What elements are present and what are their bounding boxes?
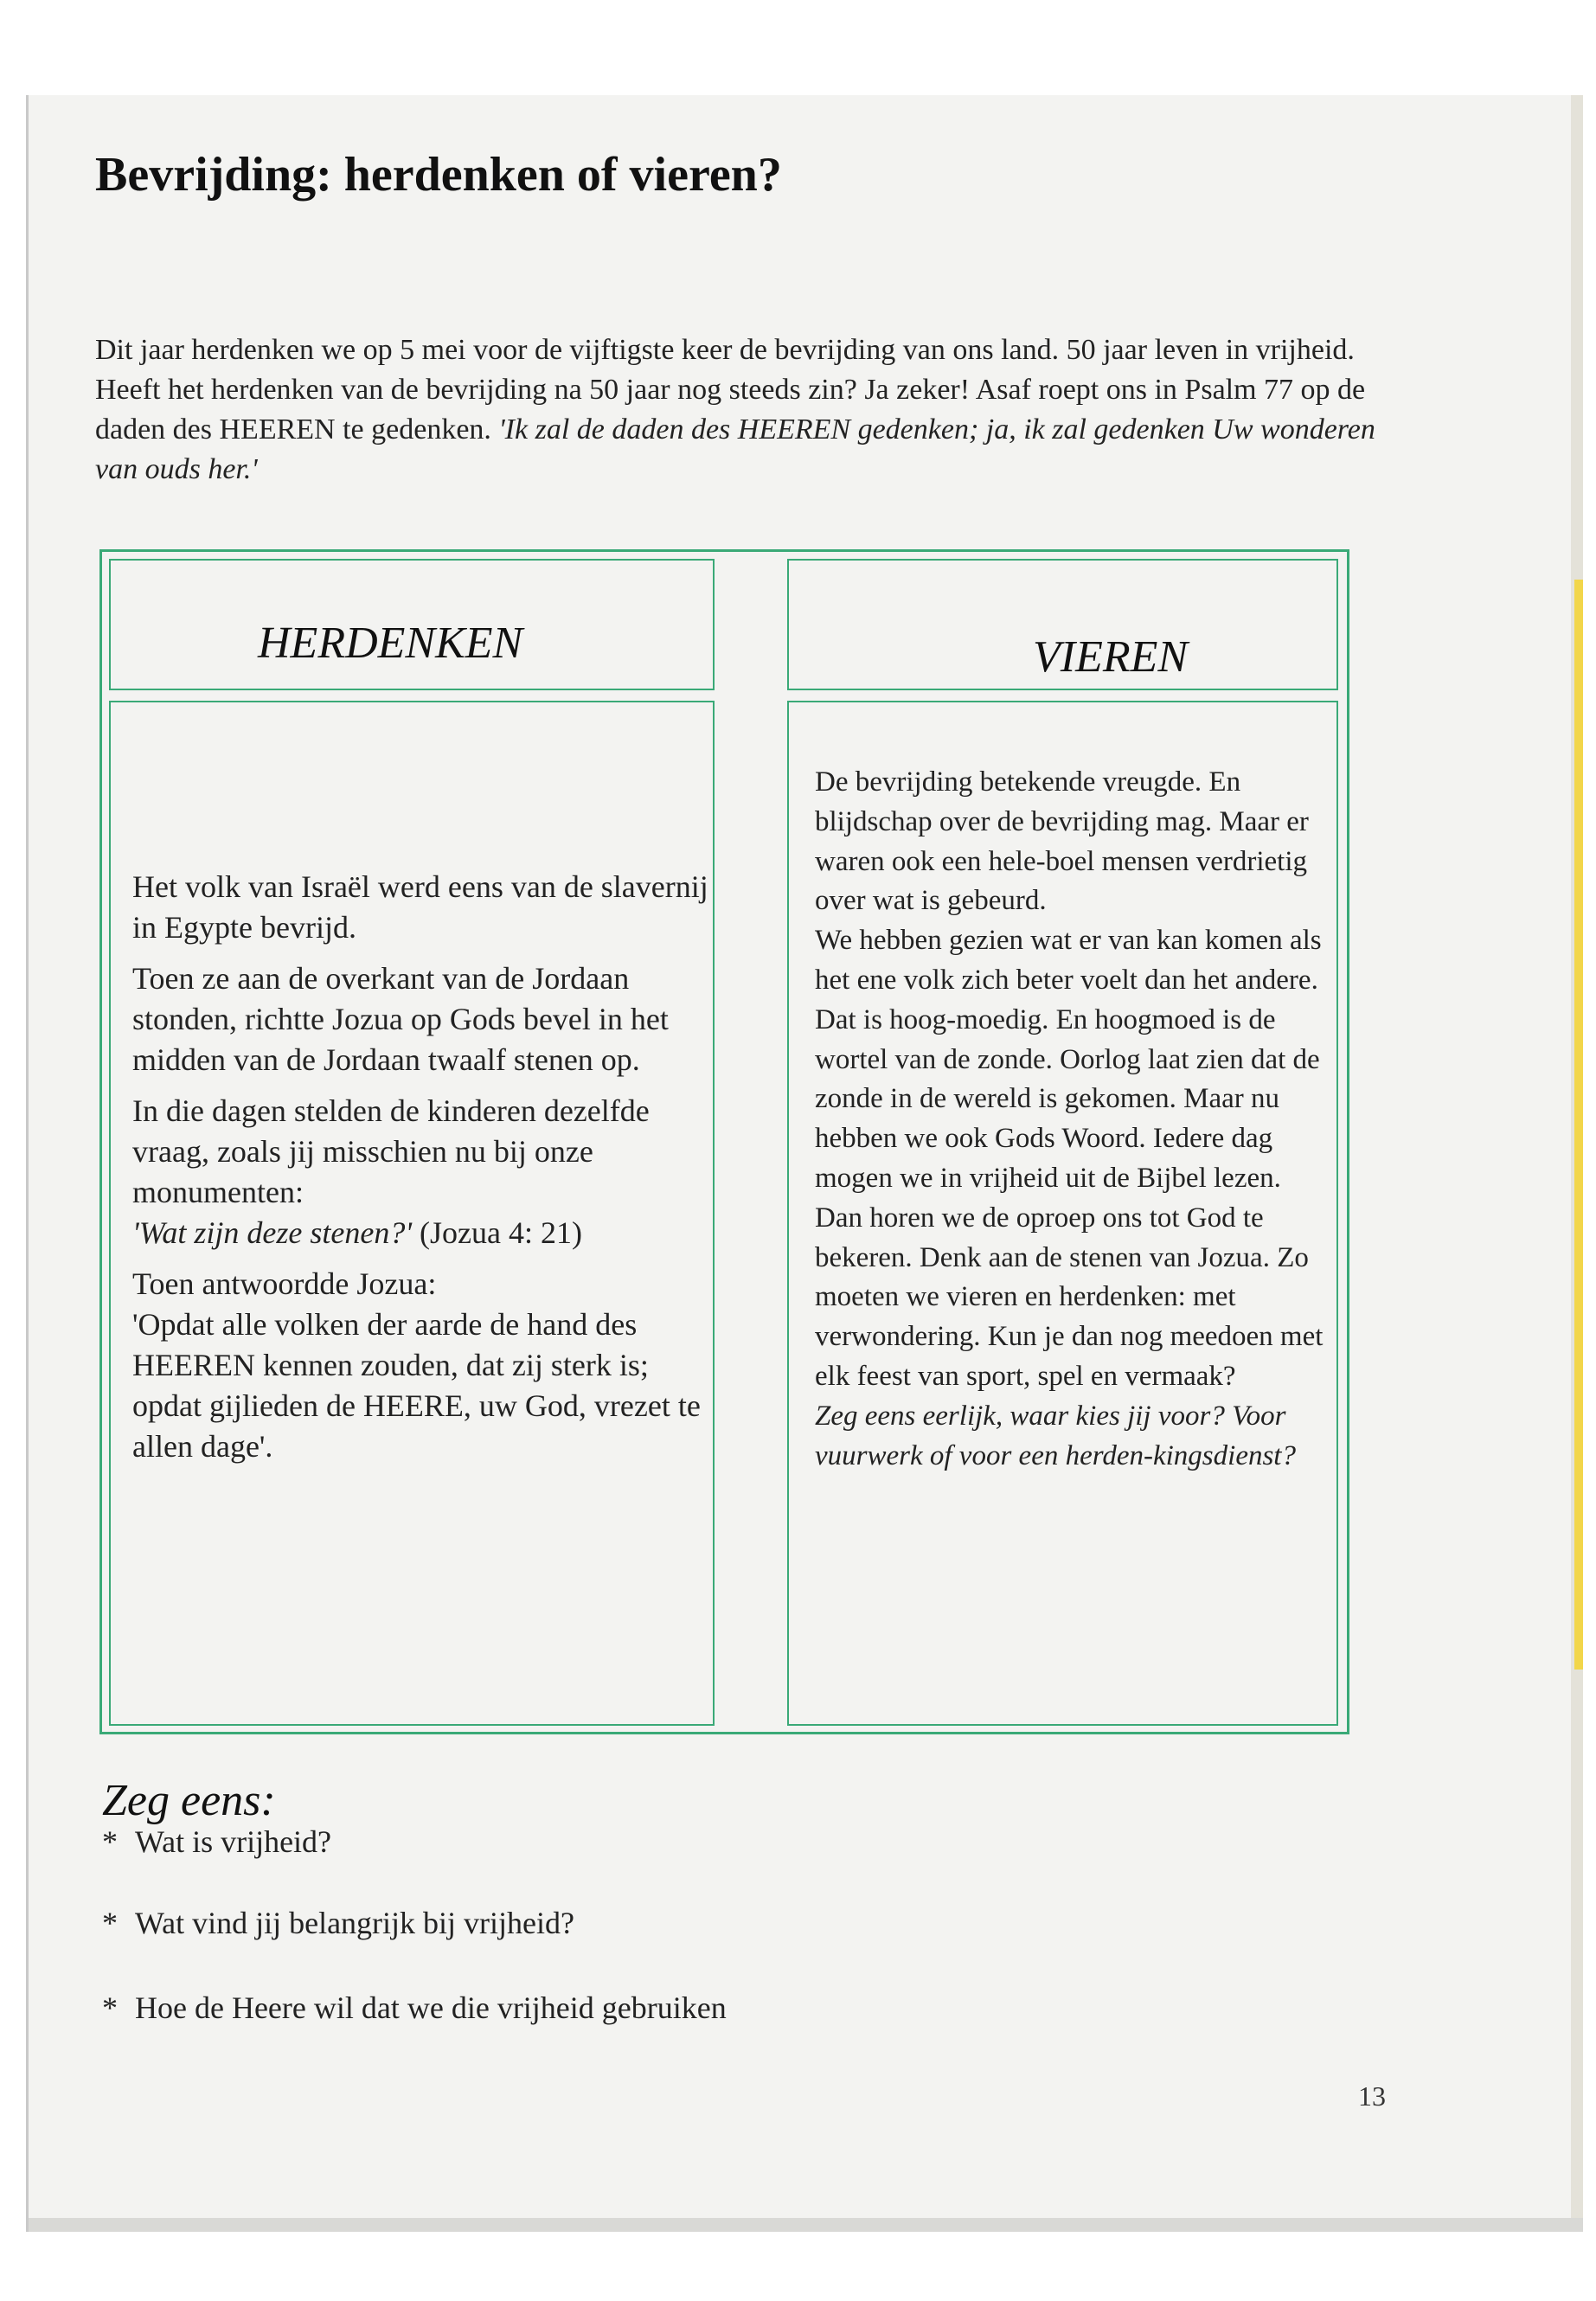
intro-paragraph [95,330,1393,490]
herdenken-answer-quote: 'Opdat alle volken der aarde de hand des HEEREN kennen zouden, dat zij sterk is; opdat gijlieden de HEERE, uw God, vrezet te allen dage'. [132,1307,701,1464]
herdenken-question-ref: (Jozua 4: 21) [412,1215,582,1250]
bullet-star: * [102,1824,118,1859]
comparison-table [99,549,1349,1734]
zeg-eens-question-2 [102,1905,574,1941]
question-text: Wat is vrijheid? [135,1824,332,1859]
zeg-eens-question-3 [102,1990,727,2026]
bullet-star: * [102,1906,118,1940]
header-vieren: VIEREN [1033,632,1189,682]
vieren-paragraph-2: We hebben gezien wat er van kan komen als het ene volk zich beter voelt dan het andere. Dat is hoog-moedig. En hoogmoed is de wortel van de zonde. Oorlog laat zien dat de zonde in de wereld is gekomen. Maar nu hebben we ook Gods Woord. Iedere dag mogen we in vrijheid uit de Bijbel lezen. Dan horen we de oproep ons tot God te bekeren. Denk aan de stenen van Jozua. Zo moeten we vieren en herdenken: met verwondering. Kun je dan nog meedoen met elk feest van sport, spel en vermaak? [815,925,1324,1392]
zeg-eens-question-1 [102,1823,331,1860]
header-cell-herdenken [109,559,715,690]
herdenken-question-text: In die dagen stelden de kinderen dezelfde vraag, zoals jij misschien nu bij onze monumenten: [132,1093,650,1209]
herdenken-text [132,867,712,1477]
yellow-edge-strip [1574,580,1583,1670]
page-number: 13 [1358,2080,1386,2112]
column-vieren [787,701,1338,1726]
vieren-text [815,763,1334,1476]
zeg-eens-title: Zeg eens: [102,1776,276,1825]
page-title: Bevrijding: herdenken of vieren? [95,148,782,202]
question-text: Hoe de Heere wil dat we die vrijheid gebruiken [135,1990,727,2025]
herdenken-question-quote: 'Wat zijn deze stenen?' [132,1215,413,1250]
intro-text: Dit jaar herdenken we op 5 mei voor de vijftigste keer de bevrijding van ons land. 50 jaar leven in vrijheid. Heeft het herdenken van de bevrijding na 50 jaar nog steeds zin? Ja zeker! Asaf roept ons in Psalm 77 op de daden des HEEREN te gedenken. [95,334,1366,445]
herdenken-paragraph-3 [132,1091,712,1253]
herdenken-paragraph-2: Toen ze aan de overkant van de Jordaan stonden, richtte Jozua op Gods bevel in het midden van de Jordaan twaalf stenen op. [132,961,669,1077]
header-herdenken: HERDENKEN [258,619,523,668]
vieren-paragraph-3: Zeg eens eerlijk, waar kies jij voor? Voor vuurwerk of voor een herden-kingsdienst? [815,1400,1296,1471]
herdenken-answer-intro: Toen antwoordde Jozua: [132,1266,437,1301]
herdenken-paragraph-4 [132,1264,712,1467]
intro-quote: 'Ik zal de daden des HEEREN gedenken; ja, ik zal gedenken Uw wonderen van ouds her.' [95,413,1375,485]
column-herdenken [109,701,715,1726]
question-text: Wat vind jij belangrijk bij vrijheid? [135,1906,574,1940]
bullet-star: * [102,1990,118,2025]
vieren-paragraph-1: De bevrijding betekende vreugde. En blijdschap over de bevrijding mag. Maar er waren ook een hele-boel mensen verdrietig over wat is gebeurd. [815,766,1309,917]
page-bottom-shadow [29,2218,1583,2232]
header-cell-vieren [787,559,1338,690]
herdenken-paragraph-1: Het volk van Israël werd eens van de slavernij in Egypte bevrijd. [132,869,708,945]
